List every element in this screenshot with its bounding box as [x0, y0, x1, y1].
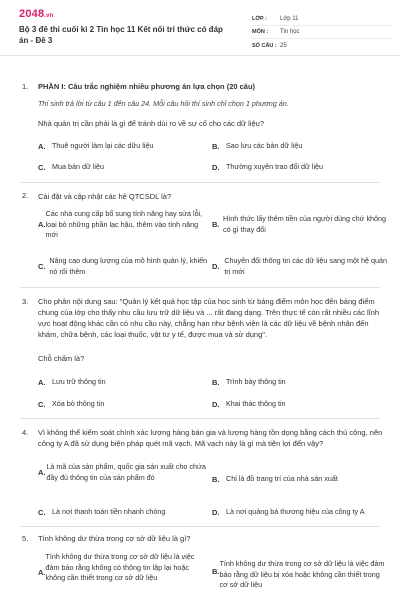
option-d[interactable]: [212, 507, 387, 518]
option-b[interactable]: [212, 214, 387, 235]
option-text: Là mã của sản phẩm, quốc gia sản xuất cho chứa đầy đủ thông tin của sản phẩm đó: [46, 462, 206, 482]
question-divider: [20, 418, 380, 419]
option-d[interactable]: [212, 256, 387, 277]
option-letter: B.: [212, 141, 220, 151]
option-text: Xóa bỏ thông tin: [52, 399, 105, 408]
option-text: Chỉ là đồ trang trí của nhà sản xuất: [226, 474, 338, 483]
option-text: Mua bán dữ liệu: [52, 162, 104, 171]
option-b[interactable]: [212, 141, 387, 152]
option-letter: C.: [38, 399, 46, 409]
option-text: Các nhà cung cấp bổ sung tính năng hay sửa lỗi, loại bỏ những phần lạc hậu, thêm vào tính năng mới: [45, 209, 203, 239]
meta-key: SỐ CÂU :: [252, 42, 277, 49]
section-title: PHẦN I: Câu trắc nghiệm nhiều phương án lựa chọn (20 câu): [38, 82, 256, 91]
document-meta: [252, 13, 392, 52]
question-number: 5.: [22, 534, 29, 543]
option-text: Trình bày thông tin: [226, 377, 286, 386]
meta-row-count: [252, 39, 392, 52]
option-b[interactable]: [212, 474, 387, 485]
question-number: 2.: [22, 191, 29, 200]
option-d[interactable]: [212, 399, 387, 410]
option-letter: C.: [38, 507, 46, 517]
question-text: Cho phân nội dung sau: "Quản lý kết quả học tập của học sinh từ bảng điểm môn học đến bảng điểm chung của lớp cho thấy nhu cầu lưu trữ dữ liệu và ... rất đang dạng. Trên thực tế còn rất nhiều các lĩnh vực hoạt động khác cần có nhu cầu này, chẳng hạn như bệnh viện là các dữ liệu về bệnh nhân đến khám, chữa bệnh, các loại thuốc, vật tư y tế, được mua và sử dụng".: [38, 297, 380, 339]
option-text: Lưu trữ thông tin: [52, 377, 106, 386]
option-c[interactable]: [38, 162, 208, 173]
option-letter: A.: [38, 220, 46, 230]
option-text: Hình thức lấy thêm tiền của người dùng chứ không có gì thay đổi: [223, 214, 387, 234]
option-letter: A.: [38, 568, 46, 577]
option-d[interactable]: [212, 162, 387, 173]
option-b[interactable]: [212, 377, 387, 388]
meta-value: 25: [280, 42, 287, 49]
option-letter: A.: [38, 377, 46, 387]
meta-value: Tin học: [280, 29, 300, 35]
question-number: 4.: [22, 428, 29, 437]
question-text: Vì không thể kiểm soát chính xác lượng hàng bán gia và lượng hàng tồn dọng bằng cách thủ công, nên công ty A đã sử dụng biện pháp quét mã vạch. Mã vạch này là gì mà tiện lợi đến vậy?: [38, 428, 383, 448]
option-letter: D.: [212, 262, 220, 271]
option-text: Là nơi quảng bá thương hiệu của công ty A: [226, 507, 365, 516]
option-text: Tính không dư thừa trong cơ sở dữ liệu là việc đảm bảo rằng dữ liệu bị xóa hoặc không cần thiết trong cơ sở dữ liệu: [219, 559, 385, 589]
question-number: 1.: [22, 82, 29, 91]
option-a[interactable]: [38, 377, 208, 388]
option-letter: C.: [38, 262, 46, 271]
question-divider: [20, 182, 380, 183]
option-text: Nâng cao dung lượng của mô hình quản lý, khiến nó rối thêm: [49, 256, 208, 276]
option-letter: D.: [212, 162, 220, 172]
option-letter: B.: [212, 474, 220, 484]
option-text: Chuyển đổi thông tin các dữ liệu sang một hệ quản trị mới: [224, 256, 387, 276]
question-divider: [20, 287, 380, 288]
option-text: Khai thác thông tin: [226, 399, 286, 408]
meta-row-subject: [252, 26, 392, 39]
option-c[interactable]: [38, 256, 208, 277]
option-text: Thuê người làm lại các dữu liệu: [52, 141, 154, 150]
option-letter: B.: [212, 220, 220, 229]
document-header: [0, 0, 400, 56]
option-letter: B.: [212, 377, 220, 387]
option-letter: B.: [212, 567, 220, 576]
meta-key: MÔN :: [252, 29, 269, 35]
logo-suffix: .vn: [44, 13, 54, 19]
option-text: Sao lưu các bản dữ liệu: [226, 141, 303, 150]
question-text: Tính không dư thừa trong cơ sở dữ liệu là gì?: [38, 534, 191, 543]
option-letter: A.: [38, 468, 46, 477]
option-b[interactable]: [212, 559, 387, 591]
option-a[interactable]: [38, 141, 208, 152]
option-text: Tính không dư thừa trong cơ sở dữ liệu là việc đảm bảo rằng không có thông tin lặp lại hoặc không cần thiết trong cơ sở dữ liệu: [45, 552, 195, 582]
option-c[interactable]: [38, 507, 208, 518]
question-subtext: Chỗ chấm là?: [38, 354, 85, 363]
option-text: Là nơi thanh toán tiền nhanh chóng: [52, 507, 166, 516]
document-title: Bộ 3 đề thi cuối kì 2 Tin học 11 Kết nối tri thức có đáp án - Đề 3: [19, 25, 223, 45]
meta-key: LỚP :: [252, 16, 267, 22]
question-divider: [20, 526, 380, 527]
option-letter: C.: [38, 162, 46, 172]
option-c[interactable]: [38, 399, 208, 410]
question-text: Cài đặt và cập nhật các hệ QTCSDL là?: [38, 192, 172, 201]
option-letter: D.: [212, 507, 220, 517]
option-a[interactable]: [38, 552, 208, 584]
question-number: 3.: [22, 297, 29, 306]
option-letter: D.: [212, 399, 220, 409]
option-text: Thường xuyên trao đổi dữ liệu: [226, 162, 324, 171]
site-logo[interactable]: [19, 8, 54, 20]
option-letter: A.: [38, 141, 46, 151]
option-a[interactable]: [38, 462, 208, 483]
option-a[interactable]: [38, 209, 208, 241]
logo-main: 2048: [19, 8, 45, 20]
question-text: Nhà quản trị cần phải là gì để tránh dùi ro về sự cố cho các dữ liệu?: [38, 119, 265, 128]
meta-row-class: [252, 13, 392, 26]
meta-value: Lớp 11: [280, 16, 299, 22]
section-instruction: Thí sinh trả lời từ câu 1 đến câu 24. Mỗi câu hỏi thí sinh chỉ chọn 1 phương án.: [38, 99, 289, 108]
